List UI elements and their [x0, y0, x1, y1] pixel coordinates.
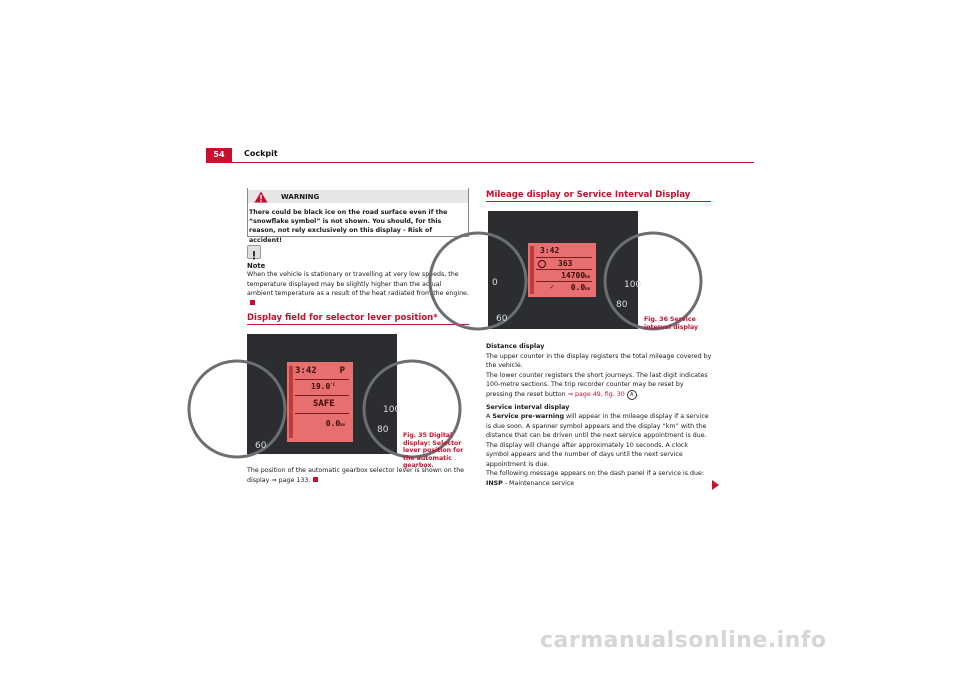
note-text: When the vehicle is stationary or travelling at very low speeds, the temperature displayed may be slightly higher than the actual ambient temperature as a result of the heat radiated from the engine. — [247, 270, 469, 308]
paragraph: The upper counter in the display registers the total mileage covered by the vehicle. — [486, 352, 712, 369]
insp-line: INSP - Maintenance service — [486, 479, 575, 487]
lcd-time: 3:42 — [540, 246, 560, 255]
svg-text:60: 60 — [255, 441, 267, 451]
svg-text:80: 80 — [616, 300, 628, 310]
end-marker-icon — [250, 300, 255, 305]
note-icon — [247, 245, 261, 259]
note-title: Note — [247, 262, 266, 270]
lcd-display — [287, 362, 353, 442]
figure-36-dashboard — [488, 211, 642, 329]
lcd-mileage: 14700km — [561, 271, 590, 280]
figure-35-caption: Fig. 35 Digital display: Selector lever position for the automatic gearbox. — [403, 432, 464, 469]
clock-icon — [538, 260, 546, 268]
lcd-message: SAFE — [313, 399, 335, 409]
header-rule — [206, 162, 754, 163]
section-heading-selector: Display field for selector lever position* — [247, 313, 438, 323]
selector-paragraph: The position of the automatic gearbox selector lever is shown on the display ⇒ page 133. — [247, 467, 465, 484]
lcd-trip: 0.0km — [325, 419, 345, 428]
paragraph: A Service pre-warning will appear in the mileage display if a service is due soon. A spanner symbol appears and the display “km” with the distance that can be driven until the next service appointment is due. The display will change after approximately 10 seconds. A clock symbol appears and the number of days until the next service appointment is due. — [486, 413, 709, 468]
svg-text:0: 0 — [492, 278, 498, 288]
warning-title: WARNING — [281, 193, 320, 201]
continue-arrow-icon — [712, 480, 719, 490]
lcd-temperature: $19.0^{^\circ C}$ — [311, 382, 336, 391]
svg-text:80: 80 — [377, 425, 389, 435]
warning-text: There could be black ice on the road surface even if the “snowflake symbol” is not shown. You should, for this reason, not rely exclusively on this display - Risk of accident! — [249, 209, 448, 244]
lcd-gear: P — [339, 366, 345, 376]
lcd-trip: 0.0km — [570, 283, 590, 292]
page-link[interactable]: ⇒ page 133. — [271, 476, 311, 484]
figure-36-caption: Fig. 36 Service interval display — [644, 316, 699, 331]
section-rule — [486, 201, 711, 202]
lcd-days: 363 — [558, 259, 573, 268]
watermark: carmanualsonline.info — [540, 628, 827, 653]
distance-heading: Distance display — [486, 343, 545, 350]
page-number: 54 — [206, 148, 232, 162]
paragraph: The lower counter registers the short journeys. The last digit indicates 100-metre sections. The trip recorder counter may be reset by pressing the reset button ⇒ page 49, fig. 30 A . — [486, 371, 708, 398]
warning-triangle-icon — [254, 191, 268, 203]
figure-35-dashboard — [247, 334, 401, 454]
svg-text:60: 60 — [496, 314, 508, 324]
section-rule — [247, 324, 469, 325]
svg-text:100: 100 — [383, 405, 401, 415]
reset-button-badge: A — [627, 390, 637, 400]
mileage-body — [486, 342, 712, 488]
fig-30-link[interactable]: ⇒ page 49, fig. 30 — [567, 390, 625, 398]
section-heading-mileage: Mileage display or Service Interval Display — [486, 190, 691, 200]
end-marker-icon — [313, 477, 318, 482]
svg-text:100: 100 — [624, 280, 642, 290]
chapter-title: Cockpit — [244, 149, 278, 158]
service-heading: Service interval display — [486, 403, 570, 411]
lcd-display — [528, 243, 596, 297]
spanner-icon: ✓ — [550, 283, 555, 291]
lcd-time: 3:42 — [295, 366, 317, 376]
paragraph: The following message appears on the dash panel if a service is due: — [486, 470, 704, 477]
